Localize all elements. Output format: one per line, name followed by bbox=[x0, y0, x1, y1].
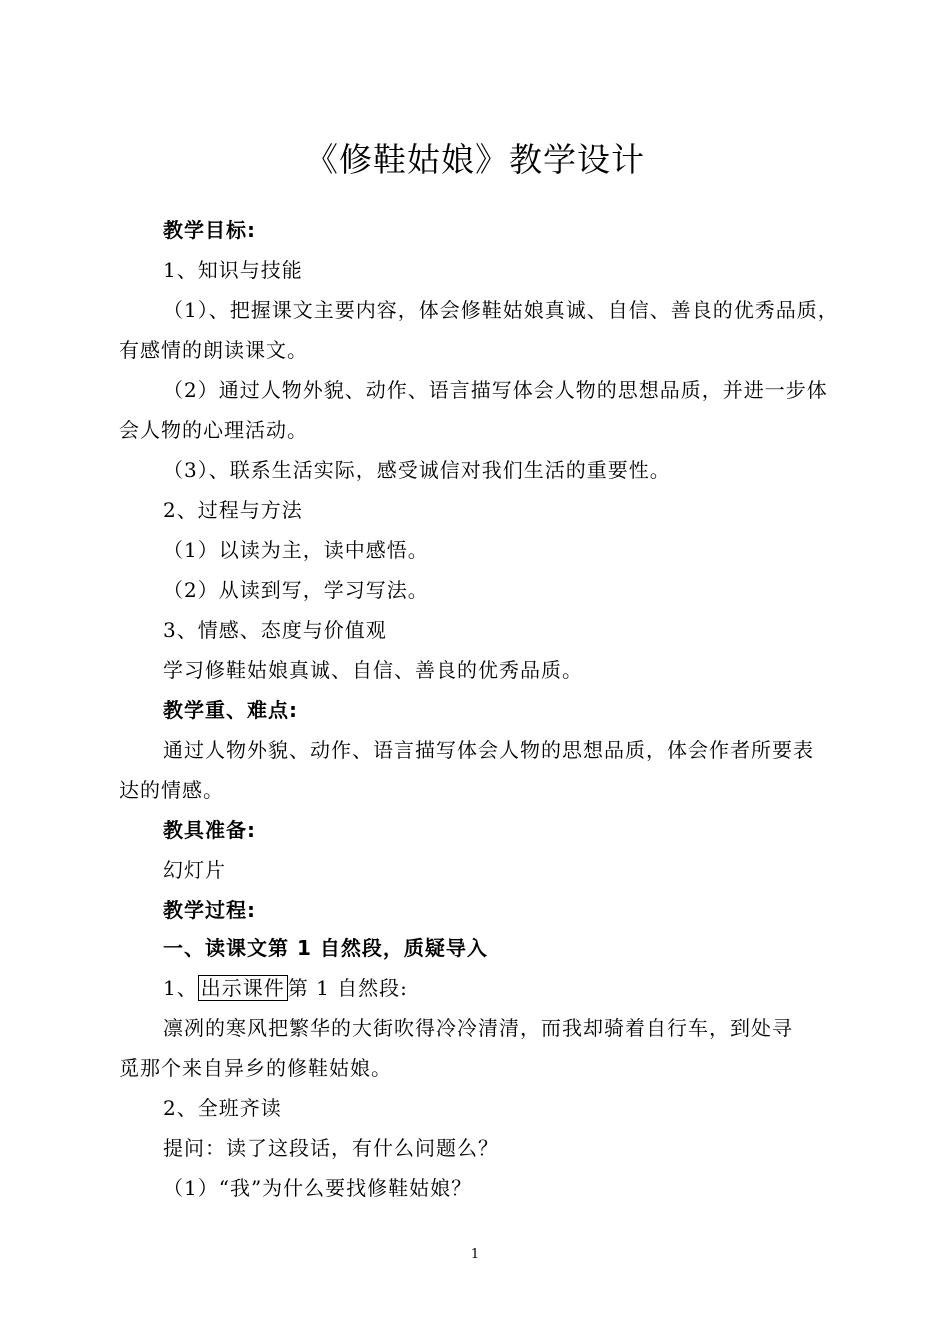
goals-heading: 教学目标: bbox=[163, 218, 256, 242]
quote-line2: 觅那个来自异乡的修鞋姑娘。 bbox=[119, 1056, 392, 1080]
step1-heading: 一、读课文第 1 自然段，质疑导入 bbox=[163, 936, 488, 960]
goal2-item1: （1）以读为主，读中感悟。 bbox=[163, 538, 429, 562]
goal1-item2-line2: 会人物的心理活动。 bbox=[119, 418, 308, 442]
document-title: 《修鞋姑娘》教学设计 bbox=[305, 140, 645, 179]
goal1-heading: 1、知识与技能 bbox=[163, 258, 303, 282]
keypoints-line2: 达的情感。 bbox=[119, 778, 224, 802]
goal1-item1-line2: 有感情的朗读课文。 bbox=[119, 338, 308, 362]
goal1-item1-line1: （1）、把握课文主要内容，体会修鞋姑娘真诚、自信、善良的优秀品质， bbox=[163, 298, 839, 322]
question-prompt: 提问：读了这段话，有什么问题么？ bbox=[163, 1136, 499, 1160]
materials-heading: 教具准备: bbox=[163, 818, 256, 842]
step1-item1-suffix: 第 1 自然段: bbox=[287, 976, 408, 1000]
step1-item2: 2、全班齐读 bbox=[163, 1096, 282, 1120]
page-number: 1 bbox=[470, 1247, 480, 1262]
goal2-heading: 2、过程与方法 bbox=[163, 498, 303, 522]
step1-item1 bbox=[163, 974, 408, 1002]
courseware-box: 出示课件 bbox=[198, 975, 288, 1001]
goal2-item2: （2）从读到写，学习写法。 bbox=[163, 578, 429, 602]
process-heading: 教学过程: bbox=[163, 898, 256, 922]
keypoints-heading: 教学重、难点: bbox=[163, 698, 298, 722]
goal3-text: 学习修鞋姑娘真诚、自信、善良的优秀品质。 bbox=[163, 658, 583, 682]
question1: （1）“我”为什么要找修鞋姑娘？ bbox=[163, 1176, 473, 1200]
quote-line1: 凛冽的寒风把繁华的大街吹得冷冷清清，而我却骑着自行车，到处寻 bbox=[163, 1016, 793, 1040]
goal1-item2-line1: （2）通过人物外貌、动作、语言描写体会人物的思想品质，并进一步体 bbox=[163, 378, 828, 402]
goal1-item3: （3）、联系生活实际，感受诚信对我们生活的重要性。 bbox=[163, 458, 671, 482]
keypoints-line1: 通过人物外貌、动作、语言描写体会人物的思想品质，体会作者所要表 bbox=[163, 738, 814, 762]
materials-text: 幻灯片 bbox=[163, 858, 226, 882]
goal3-heading: 3、情感、态度与价值观 bbox=[163, 618, 387, 642]
step1-item1-prefix: 1、 bbox=[163, 976, 198, 1000]
